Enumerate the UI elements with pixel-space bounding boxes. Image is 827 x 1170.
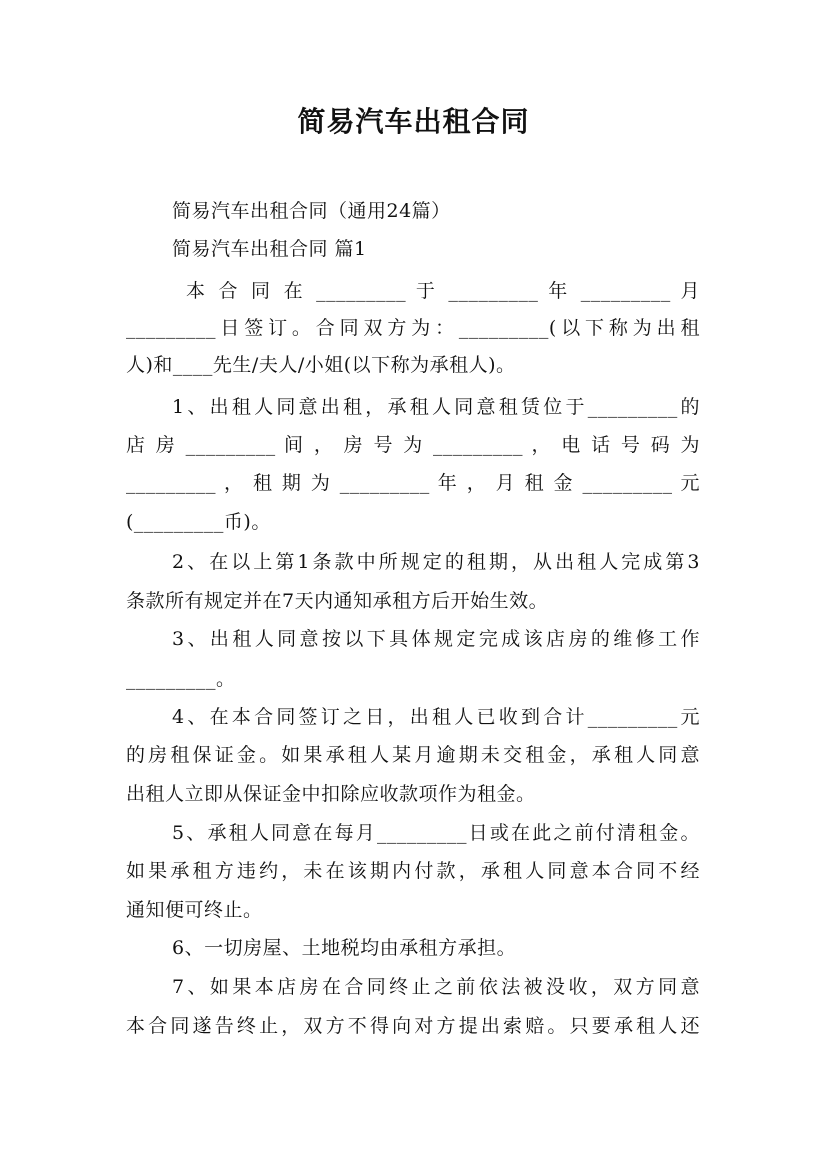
paragraph-line: 出租人立即从保证金中扣除应收款项作为租金。 [126,783,536,805]
paragraph-line: 7、如果本店房在合同终止之前依法被没收，双方同意 [172,976,700,998]
paragraph-line: 本 合 同 在 _________ 于 _________ 年 _________ 月 [186,280,700,302]
paragraph-line: 的房租保证金。如果承租人某月逾期未交租金，承租人同意 [126,744,700,766]
paragraph-line: _________日签订。合同双方为：_________(以下称为出租 [126,317,700,339]
paragraph-line: 条款所有规定并在7天内通知承租方后开始生效。 [126,590,549,612]
paragraph-line: 通知便可终止。 [126,899,263,921]
paragraph-line: 4、在本合同签订之日，出租人已收到合计_________元 [172,706,700,728]
paragraph-line: 1、出租人同意出租，承租人同意租赁位于_________的 [172,396,700,418]
paragraph-line: 5、承租人同意在每月_________日或在此之前付清租金。 [172,822,700,844]
paragraph-line: _________ ， 租 期 为 _________ 年 ， 月 租 金 _________ 元 [126,472,700,494]
paragraph-line: 6、一切房屋、土地税均由承租方承担。 [172,937,517,959]
paragraph-line: 如果承租方违约，未在该期内付款，承租人同意本合同不经 [126,860,700,882]
paragraph-line: 店 房 _________ 间 ， 房 号 为 _________ ， 电 话 号 码 为 [126,434,700,456]
paragraph-line: (_________币)。 [126,511,271,533]
section-heading: 简易汽车出租合同 篇1 [172,238,367,260]
document-subtitle: 简易汽车出租合同（通用24篇） [172,200,451,222]
paragraph-line: 人)和____先生/夫人/小姐(以下称为承租人)。 [126,354,516,376]
paragraph-line: 2、在以上第1条款中所规定的租期，从出租人完成第3 [172,551,700,573]
paragraph-line: 3、出租人同意按以下具体规定完成该店房的维修工作 [172,628,700,650]
document-title: 简易汽车出租合同 [297,105,530,138]
paragraph-line: _________。 [126,668,236,690]
paragraph-line: 本合同遂告终止，双方不得向对方提出索赔。只要承租人还 [126,1015,700,1037]
